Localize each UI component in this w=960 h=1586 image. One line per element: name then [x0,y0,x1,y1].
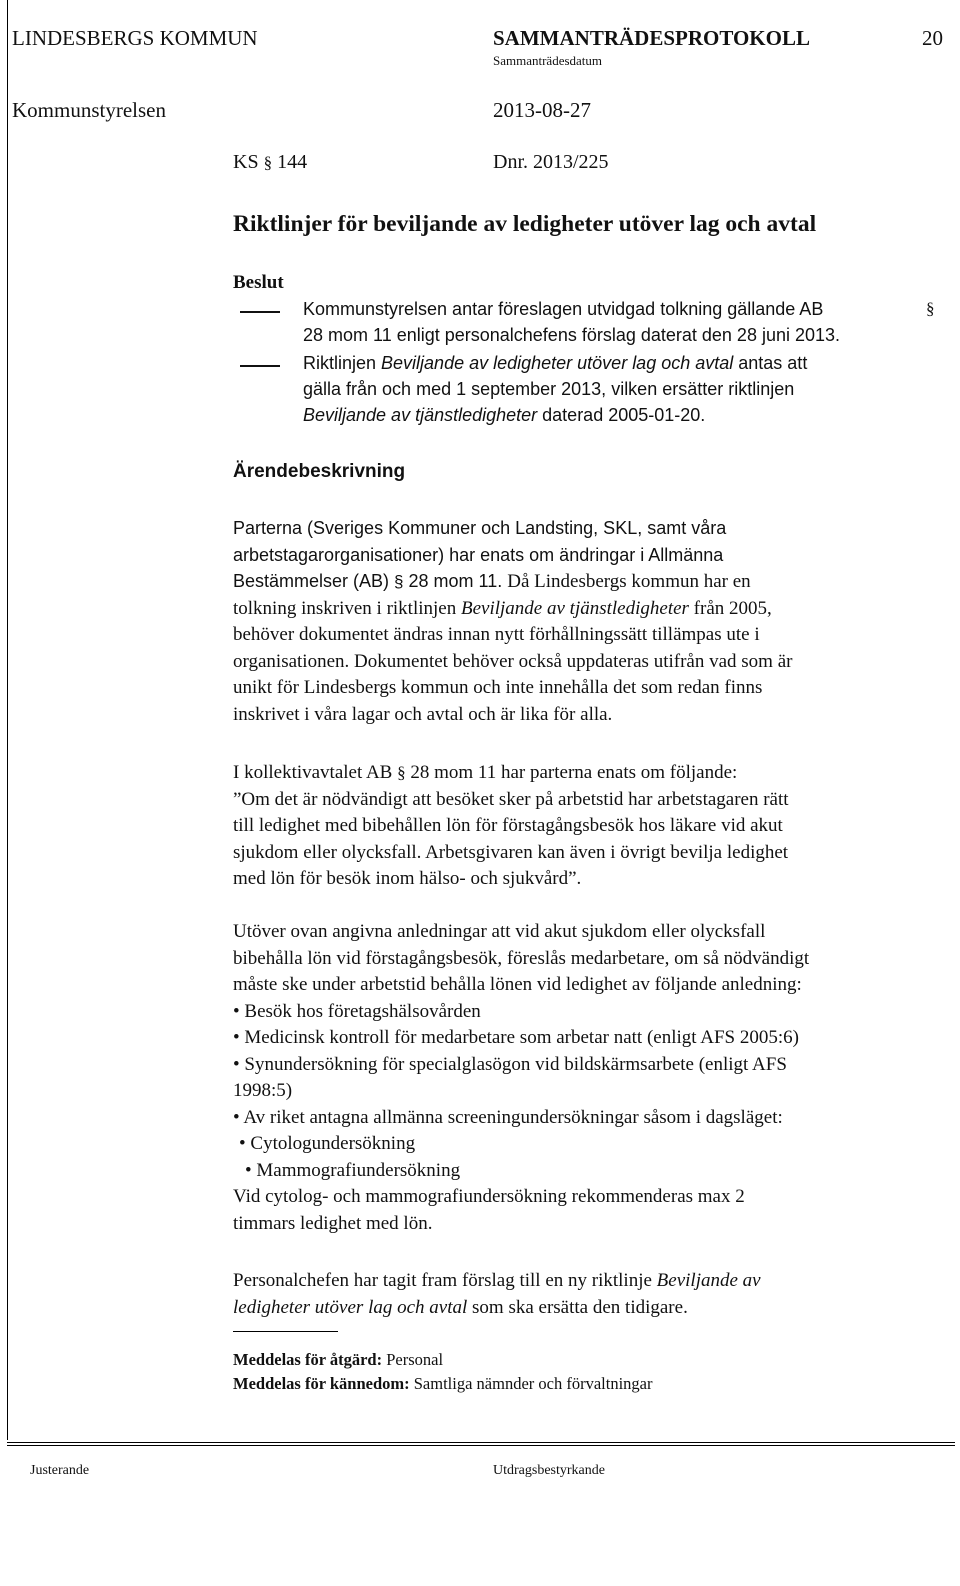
footer-rule-bottom [7,1445,955,1446]
list-item: • Cytologundersökning [239,1133,416,1154]
committee-name: Kommunstyrelsen [12,98,166,122]
document-type: SAMMANTRÄDESPROTOKOLL [493,26,810,50]
footer-rule-top [7,1442,955,1443]
municipality-name: LINDESBERGS KOMMUN [12,26,258,50]
section-sign-icon [394,572,403,591]
arende-heading: Ärendebeskrivning [233,461,406,482]
dnr-reference: Dnr. 2013/225 [493,151,609,173]
dash-bullet-icon [240,365,280,367]
section-sign-icon [264,153,273,172]
list-item: • Synundersökning för specialglasögon vid bildskärmsarbete (enligt AFS [233,1053,787,1075]
page-title: Riktlinjer för beviljande av ledigheter utöver lag och avtal [233,211,817,237]
ks-prefix: KS [233,151,259,173]
beslut-heading: Beslut [233,272,284,293]
ks-reference [233,151,307,174]
page-number: 20 [922,26,943,50]
ks-number: 144 [277,151,308,173]
beslut-item-2: Riktlinjen Beviljande av ledigheter utöver lag och avtal antas att gälla från och med 1 september 2013, vilken ersätter riktlinjen Beviljande av tjänstledigheter daterad 2005-01-20. [303,353,808,425]
notice-rule [233,1331,338,1332]
footer-utdragsbestyrkande: Utdragsbestyrkande [493,1463,605,1478]
meeting-date: 2013-08-27 [493,98,591,122]
arende-paragraph-3: Utöver ovan angivna anledningar att vid akut sjukdom eller olycksfall bibehålla lön vid förstagångsbesök, föreslås medarbetare, om så nödvändigt måste ske under arbetstid behålla lönen vid ledighet av följande anledning: • Besök hos företagshälsovården • Medicinsk kontroll för medarbetare som arbetar natt (enligt AFS 2005:6) • Synundersökning för specialglasögon vid bildskärmsarbete (enligt AFS 1998:5) • Av riket antagna allmänna screeningundersökningar såsom i dagsläget: • Cytologundersökning • Mammografiundersökning Vid cytolog- och mammografiundersökning rekommenderas max 2 timmars ledighet med lön. [233,919,948,1237]
section-sign-icon: § [926,299,935,318]
section-sign-icon [397,763,406,782]
beslut-item-1: Kommunstyrelsen antar föreslagen utvidgad tolkning gällande AB 28 mom 11 enligt personalchefens förslag daterat den 28 juni 2013. [303,299,841,345]
list-item: 1998:5) [233,1080,293,1101]
list-item: • Medicinsk kontroll för medarbetare som arbetar natt (enligt AFS 2005:6) [233,1027,799,1048]
date-label: Sammanträdesdatum [493,53,603,68]
footer-justerande: Justerande [30,1463,90,1478]
list-item: • Besök hos företagshälsovården [233,1000,481,1022]
notice-action: Meddelas för åtgärd: Personal [233,1350,444,1369]
arende-paragraph-2: I kollektivavtalet AB § 28 mom 11 har parterna enats om följande: ”Om det är nödvändigt att besöket sker på arbetstid har arbetstagaren rätt till ledighet med bibehållen lön för förstagångsbesök hos läkare vid akut sjukdom eller olycksfall. Arbetsgivaren kan även i övrigt bevilja ledighet med lön för besök inom hälso- och sjukvård”. [233,760,948,893]
notice-info: Meddelas för kännedom: Samtliga nämnder och förvaltningar [233,1374,653,1393]
list-item: • Mammografiundersökning [245,1159,461,1181]
arende-paragraph-1: Parterna (Sveriges Kommuner och Landsting, SKL, samt våra arbetstagarorganisationer) har enats om ändringar i Allmänna Bestämmelser (AB) § 28 mom 11. Då Lindesbergs kommun har en tolkning inskriven i riktlinjen Beviljande av tjänstledigheter från 2005, behöver dokumentet ändras innan nytt förhållningssätt tillämpas ute i organisationen. Dokumentet behöver också uppdateras utifrån vad som är unikt för Lindesbergs kommun och inte innehålla det som redan finns inskrivet i våra lagar och avtal och är lika för alla. [233,515,948,728]
dash-bullet-icon [240,311,280,313]
arende-paragraph-4: Personalchefen har tagit fram förslag till en ny riktlinje Beviljande av ledigheter utöver lag och avtal som ska ersätta den tidigare. [233,1270,761,1318]
list-item: • Av riket antagna allmänna screeningundersökningar såsom i dagsläget: [233,1106,783,1128]
left-margin-line [7,0,8,1440]
